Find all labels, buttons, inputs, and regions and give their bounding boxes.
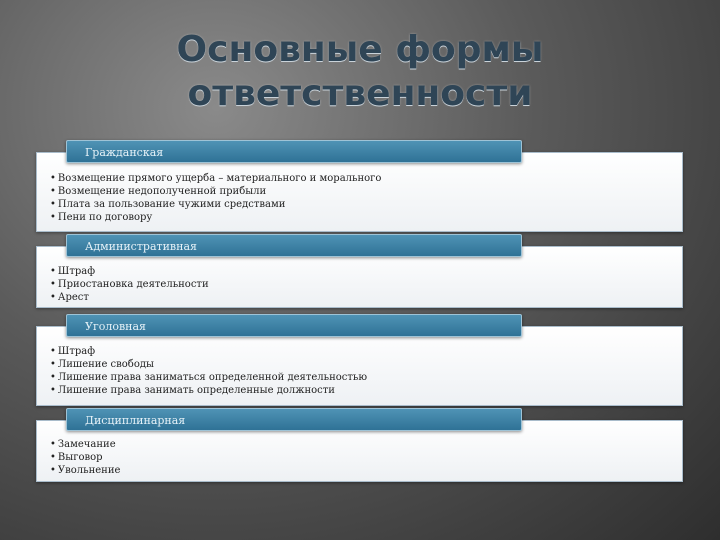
list-item: • Лишение права заниматься определенной деятельностью [50,371,367,384]
slide-title-line-2: ответственности [187,73,533,114]
section-administrative-list [50,265,209,304]
list-item: • Замечание [50,438,120,451]
list-item: • Лишение права занимать определенные должности [50,384,367,397]
list-item: • Арест [50,291,209,304]
section-civil-header: Гражданская [66,140,522,163]
section-criminal-list [50,345,367,397]
list-item: • Приостановка деятельности [50,278,209,291]
section-criminal-header: Уголовная [66,314,522,337]
section-disciplinary-header: Дисциплинарная [66,408,522,431]
list-item: • Плата за пользование чужими средствами [50,198,381,211]
list-item: • Пени по договору [50,211,381,224]
list-item: • Выговор [50,451,120,464]
section-administrative-header: Административная [66,234,522,257]
list-item: • Штраф [50,265,209,278]
section-civil-list [50,172,381,224]
list-item: • Возмещение недополученной прибыли [50,185,381,198]
list-item: • Увольнение [50,464,120,477]
section-disciplinary-list [50,438,120,477]
slide-title-line-1: Основные формы [176,29,544,70]
list-item: • Лишение свободы [50,358,367,371]
slide-title [0,28,720,116]
list-item: • Возмещение прямого ущерба – материального и морального [50,172,381,185]
list-item: • Штраф [50,345,367,358]
